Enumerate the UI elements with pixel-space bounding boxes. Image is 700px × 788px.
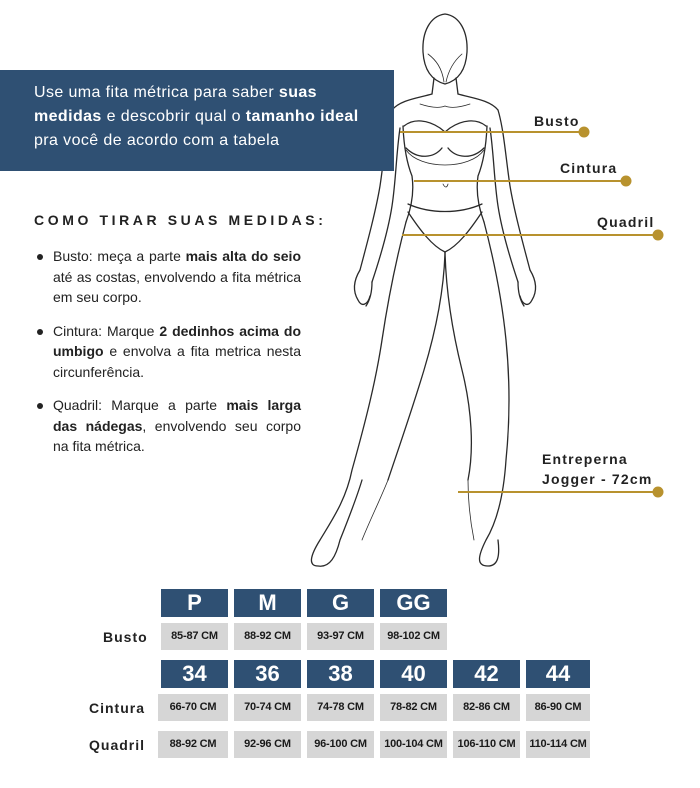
size-header-38: 38: [307, 660, 374, 688]
size-header-40: 40: [380, 660, 447, 688]
tip-busto: [37, 246, 301, 308]
tip-text: e envolva a fita metrica nesta circunferência.: [53, 343, 301, 380]
cintura-cell: 74-78 CM: [307, 694, 374, 721]
intro-text: e descobrir qual o: [101, 108, 246, 125]
intro-bold-tamanho-ideal: tamanho ideal: [245, 108, 359, 125]
cintura-cell: 86-90 CM: [526, 694, 590, 721]
cintura-cell: 70-74 CM: [234, 694, 301, 721]
label-jogger: Jogger - 72cm: [542, 471, 653, 487]
size-header-m: M: [234, 589, 301, 617]
cintura-cell: 66-70 CM: [158, 694, 228, 721]
tip-bold: mais larga das nádegas: [53, 397, 302, 434]
measurement-tips-list: [37, 246, 301, 457]
bullet-icon: [37, 329, 43, 335]
label-busto: Busto: [534, 113, 580, 129]
tip-cintura: [37, 321, 301, 383]
quadril-cell: 106-110 CM: [453, 731, 520, 758]
tip-bold: 2 dedinhos acima do umbigo: [53, 322, 301, 359]
row-label-cintura: Cintura: [89, 700, 145, 716]
label-entreperna: Entreperna: [542, 451, 628, 467]
size-header-42: 42: [453, 660, 520, 688]
tip-text: Busto: meça a parte: [53, 248, 186, 264]
quadril-cell: 96-100 CM: [307, 731, 374, 758]
size-header-gg: GG: [380, 589, 447, 617]
busto-cell: 88-92 CM: [234, 623, 301, 650]
tip-quadril: [37, 395, 301, 457]
intro-banner: [0, 70, 394, 171]
size-header-36: 36: [234, 660, 301, 688]
size-header-p: P: [161, 589, 228, 617]
tip-text: até as costas, envolvendo a fita métrica em seu corpo.: [53, 268, 301, 305]
tip-text: Quadril: Marque a parte: [53, 397, 227, 413]
tip-bold: mais alta do seio: [185, 248, 301, 264]
quadril-cell: 110-114 CM: [526, 731, 590, 758]
size-header-34: 34: [161, 660, 228, 688]
busto-cell: 93-97 CM: [307, 623, 374, 650]
row-label-quadril: Quadril: [89, 737, 146, 753]
how-to-title: COMO TIRAR SUAS MEDIDAS:: [34, 212, 327, 228]
cintura-cell: 78-82 CM: [380, 694, 447, 721]
size-header-g: G: [307, 589, 374, 617]
quadril-cell: 88-92 CM: [158, 731, 228, 758]
size-header-44: 44: [526, 660, 590, 688]
intro-text: pra você de acordo com a tabela: [34, 132, 280, 149]
bullet-icon: [37, 254, 43, 260]
cintura-cell: 82-86 CM: [453, 694, 520, 721]
quadril-cell: 92-96 CM: [234, 731, 301, 758]
intro-text: Use uma fita métrica para saber: [34, 84, 279, 101]
tip-text: , envolvendo seu corpo na fita métrica.: [53, 417, 301, 454]
quadril-cell: 100-104 CM: [380, 731, 447, 758]
label-quadril: Quadril: [597, 214, 655, 230]
busto-cell: 98-102 CM: [380, 623, 447, 650]
busto-cell: 85-87 CM: [161, 623, 228, 650]
row-label-busto: Busto: [103, 629, 148, 645]
label-cintura: Cintura: [560, 160, 618, 176]
tip-text: Cintura: Marque: [53, 322, 160, 339]
bullet-icon: [37, 403, 43, 409]
intro-bold-suas-medidas: suas medidas: [34, 84, 317, 125]
